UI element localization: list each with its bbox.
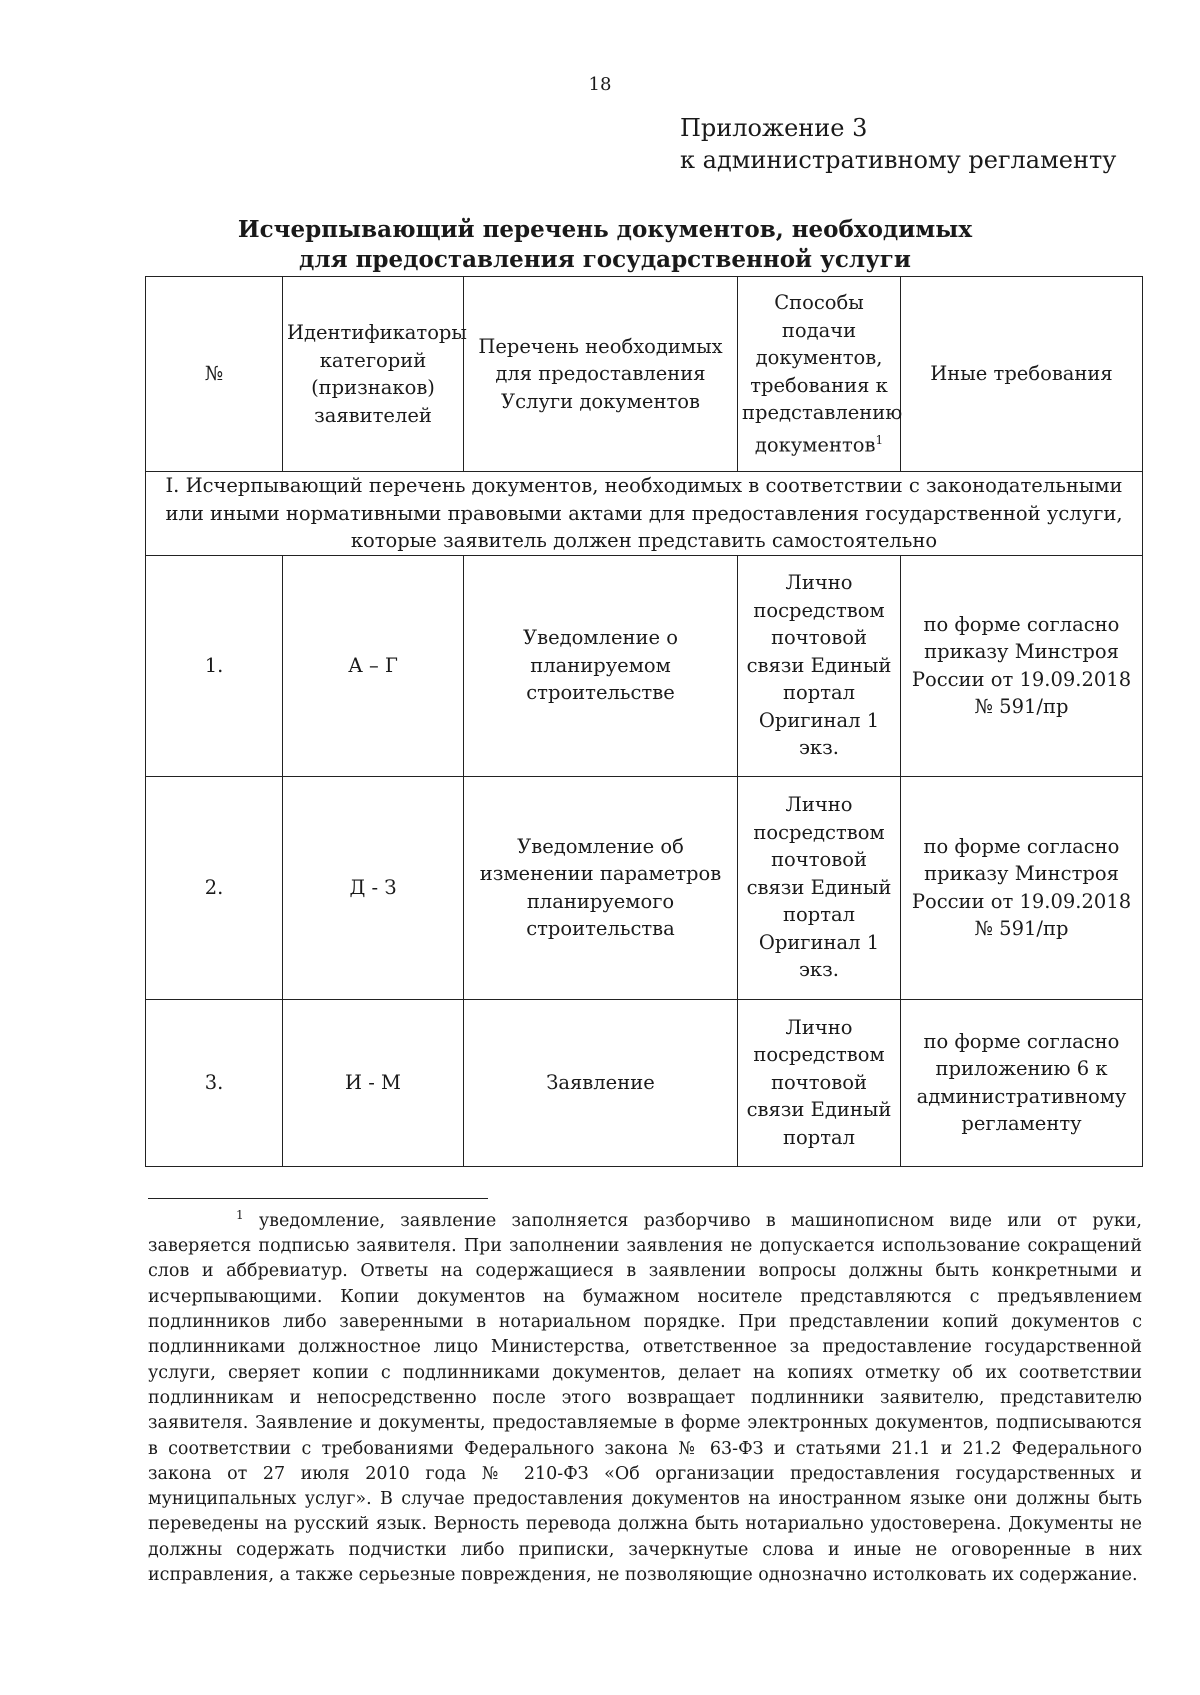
row-submission: Лично посредством почтовой связи Единый портал Оригинал 1 экз. [738,776,901,999]
row-number: 1. [146,555,283,776]
table-header-row [146,277,1143,472]
row-category: И - М [283,999,464,1166]
footnote [148,1203,1142,1588]
appendix-line-1: Приложение 3 [680,114,868,142]
row-category: А – Г [283,555,464,776]
document-title-line-1: Исчерпывающий перечень документов, необходимых [237,216,973,243]
row-number: 3. [146,999,283,1166]
header-applicant-categories: Идентификаторы категорий (признаков) заявителей [283,277,464,472]
row-document: Уведомление об изменении параметров планируемого строительства [464,776,738,999]
row-document: Заявление [464,999,738,1166]
documents-table [145,276,1143,1167]
table-row [146,776,1143,999]
header-number: № [146,277,283,472]
section-title: I. Исчерпывающий перечень документов, необходимых в соответствии с законодательными или иными нормативными правовыми актами для предоставления государственной услуги, которые заявитель должен представить самостоятельно [146,472,1143,556]
appendix-line-2: к административному регламенту [680,146,1117,174]
table-row [146,999,1143,1166]
row-document: Уведомление о планируемом строительстве [464,555,738,776]
document-title-line-2: для предоставления государственной услуги [299,246,911,273]
row-other-requirements: по форме согласно приказу Минстроя России от 19.09.2018 № 591/пр [901,776,1143,999]
header-submission-methods-text: Способы подачи документов, требования к представлению документов [742,291,903,457]
row-other-requirements: по форме согласно приложению 6 к административному регламенту [901,999,1143,1166]
row-category: Д - З [283,776,464,999]
document-title [140,215,1070,275]
row-submission: Лично посредством почтовой связи Единый портал [738,999,901,1166]
header-footnote-mark: 1 [875,432,884,447]
footnote-divider [148,1198,488,1199]
footnote-text: уведомление, заявление заполняется разборчиво в машинописном виде или от руки, заверяется подписью заявителя. При заполнении заявления не допускается использование сокращений слов и аббревиатур. Ответы на содержащиеся в заявлении вопросы должны быть конкретными и исчерпывающими. Копии документов на бумажном носителе представляются с предъявлением подлинников либо заверенными в нотариальном порядке. При представлении копий документов с подлинниками должностное лицо Министерства, ответственное за предоставление государственной услуги, сверяет копии с подлинниками документов, делает на копиях отметку об их соответствии подлинникам и непосредственно после этого возвращает подлинники заявителю, представителю заявителя. Заявление и документы, предоставляемые в форме электронных документов, подписываются в соответствии с требованиями Федерального закона № 63-ФЗ и статьями 21.1 и 21.2 Федерального закона от 27 июля 2010 года № 210-ФЗ «Об организации предоставления государственных и муниципальных услуг». В случае предоставления документов на иностранном языке они должны быть переведены на русский язык. Верность перевода должна быть нотариально удостоверена. Документы не должны содержать подчистки либо приписки, зачеркнутые слова и иные не оговоренные в них исправления, а также серьезные повреждения, не позволяющие однозначно истолковать их содержание. [148,1210,1142,1585]
row-other-requirements: по форме согласно приказу Минстроя России от 19.09.2018 № 591/пр [901,555,1143,776]
header-submission-methods [738,277,901,472]
appendix-caption [680,112,1120,176]
table-row [146,555,1143,776]
header-required-documents: Перечень необходимых для предоставления Услуги документов [464,277,738,472]
page-number: 18 [588,74,612,95]
header-other-requirements: Иные требования [901,277,1143,472]
row-number: 2. [146,776,283,999]
footnote-mark: 1 [236,1208,244,1222]
section-row [146,472,1143,556]
row-submission: Лично посредством почтовой связи Единый портал Оригинал 1 экз. [738,555,901,776]
